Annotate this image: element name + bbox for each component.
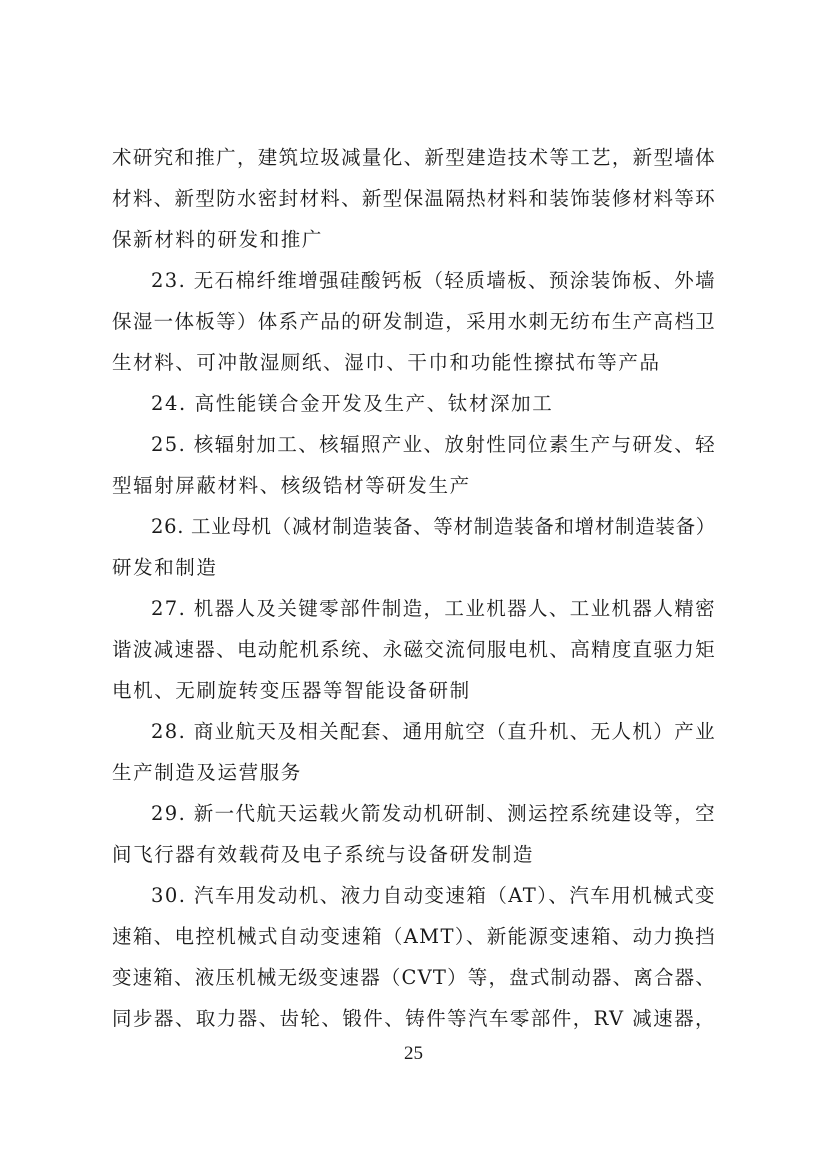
text-line: 材料、新型防水密封材料、新型保温隔热材料和装饰装修材料等环: [112, 187, 716, 210]
list-item-27: 27. 机器人及关键零部件制造，工业机器人、工业机器人精密: [151, 597, 716, 620]
list-item-23: 23. 无石棉纤维增强硅酸钙板（轻质墙板、预涂装饰板、外墙: [151, 269, 716, 292]
list-item-24: 24. 高性能镁合金开发及生产、钛材深加工: [151, 392, 554, 415]
list-item-25: 25. 核辐射加工、核辐照产业、放射性同位素生产与研发、轻: [151, 433, 716, 456]
text-line: 生材料、可冲散湿厕纸、湿巾、干巾和功能性擦拭布等产品: [112, 351, 661, 374]
list-item-26: 26. 工业母机（减材制造装备、等材制造装备和增材制造装备）: [151, 515, 716, 538]
text-line: 保湿一体板等）体系产品的研发制造，采用水刺无纺布生产高档卫: [112, 310, 716, 333]
page-number: 25: [404, 1043, 423, 1064]
text-line: 生产制造及运营服务: [112, 761, 302, 784]
text-line: 谐波减速器、电动舵机系统、永磁交流伺服电机、高精度直驱力矩: [112, 638, 716, 661]
list-item-30: 30. 汽车用发动机、液力自动变速箱（AT）、汽车用机械式变: [151, 884, 716, 907]
text-line: 保新材料的研发和推广: [112, 228, 324, 251]
text-line: 电机、无刷旋转变压器等智能设备研制: [112, 679, 471, 702]
text-line: 同步器、取力器、齿轮、锻件、铸件等汽车零部件，RV 减速器，: [112, 1007, 716, 1030]
text-line: 研发和制造: [112, 556, 218, 579]
text-line: 间飞行器有效载荷及电子系统与设备研发制造: [112, 843, 535, 866]
text-line: 速箱、电控机械式自动变速箱（AMT）、新能源变速箱、动力换挡: [112, 925, 716, 948]
text-line: 型辐射屏蔽材料、核级锆材等研发生产: [112, 474, 471, 497]
text-line: 变速箱、液压机械无级变速器（CVT）等，盘式制动器、离合器、: [112, 966, 716, 989]
list-item-29: 29. 新一代航天运载火箭发动机研制、测运控系统建设等，空: [151, 802, 716, 825]
text-line: 术研究和推广，建筑垃圾减量化、新型建造技术等工艺，新型墙体: [112, 146, 716, 169]
list-item-28: 28. 商业航天及相关配套、通用航空（直升机、无人机）产业: [151, 720, 716, 743]
